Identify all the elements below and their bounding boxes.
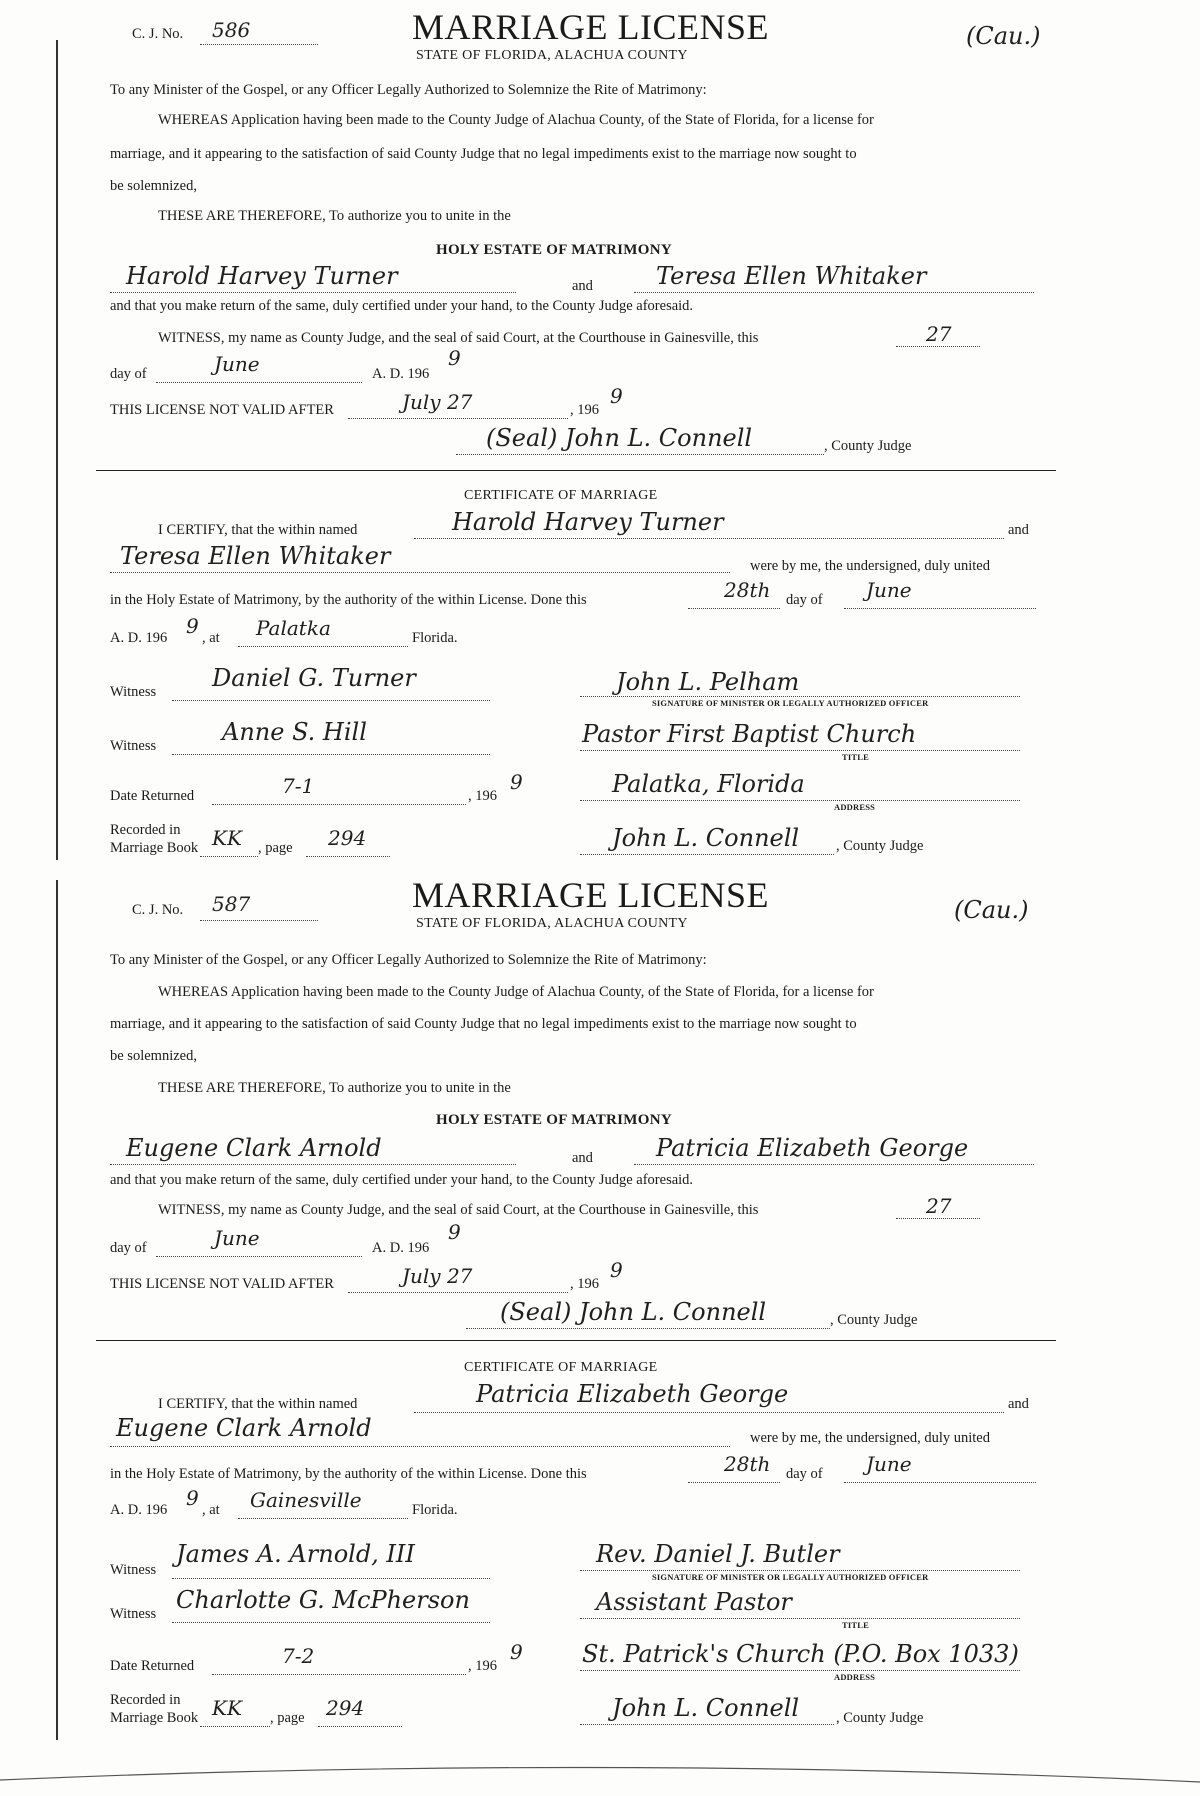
issue-month-line — [156, 1256, 362, 1257]
recorded-in-label: Recorded in — [110, 822, 181, 838]
judge-title: , County Judge — [830, 1312, 918, 1328]
certify-line: I CERTIFY, that the within named — [158, 1396, 358, 1412]
officer-caption: SIGNATURE OF MINISTER OR LEGALLY AUTHORIZED OFFICER — [652, 698, 929, 708]
done-day: 28th — [724, 578, 771, 602]
recorder-line — [580, 1724, 834, 1725]
officer-address: St. Patrick's Church (P.O. Box 1033) — [582, 1640, 1019, 1668]
cert-year-digit: 9 — [186, 614, 199, 638]
cj-label: C. J. No. — [132, 902, 184, 918]
cert-place: Palatka — [256, 616, 331, 640]
holy-estate-line: in the Holy Estate of Matrimony, by the authority of the within License. Done this — [110, 1466, 587, 1482]
issue-day: 27 — [926, 1194, 952, 1218]
officer-signature-line — [580, 696, 1020, 697]
officer-address-line — [580, 800, 1020, 801]
return-line: and that you make return of the same, duly certified under your hand, to the County Judge aforesaid. — [110, 1172, 694, 1188]
certify-name-2: Teresa Ellen Whitaker — [120, 542, 391, 570]
officer-title: Pastor First Baptist Church — [582, 720, 917, 748]
holy-estate-heading: HOLY ESTATE OF MATRIMONY — [436, 242, 672, 258]
cj-number-line — [200, 920, 318, 921]
not-valid-label: THIS LICENSE NOT VALID AFTER — [110, 402, 334, 418]
recorder-signature: John L. Connell — [612, 824, 800, 852]
recorder-title: , County Judge — [836, 838, 924, 854]
page-line — [306, 856, 390, 857]
returned-year-digit: 9 — [510, 770, 523, 794]
done-day-line — [688, 1482, 780, 1483]
witness-1: James A. Arnold, III — [176, 1540, 415, 1568]
date-returned-line — [212, 1674, 466, 1675]
day-of-label: day of — [110, 1240, 147, 1256]
witness-2-label: Witness — [110, 738, 157, 754]
title-caption: TITLE — [842, 752, 869, 762]
done-month: June — [866, 1452, 912, 1476]
certify-name-2-line — [110, 572, 730, 573]
and-word: and — [572, 278, 593, 294]
cert-place: Gainesville — [250, 1488, 362, 1512]
done-month-line — [844, 608, 1036, 609]
officer-address: Palatka, Florida — [612, 770, 805, 798]
whereas-line-3: be solemnized, — [110, 1048, 197, 1064]
therefore-line: THESE ARE THEREFORE, To authorize you to unite in the — [158, 1080, 511, 1096]
title-caption: TITLE — [842, 1620, 869, 1630]
license-subtitle: STATE OF FLORIDA, ALACHUA COUNTY — [416, 48, 688, 63]
witness-1-label: Witness — [110, 1562, 157, 1578]
witness-2: Anne S. Hill — [222, 718, 367, 746]
license-title: MARRIAGE LICENSE — [412, 7, 769, 47]
not-valid-year-prefix: , 196 — [570, 402, 599, 418]
witness-line: WITNESS, my name as County Judge, and the seal of said Court, at the Courthouse in Gainesville, this — [158, 1202, 759, 1218]
address-caption: ADDRESS — [834, 1672, 876, 1682]
done-month: June — [866, 578, 912, 602]
marriage-license-587 — [96, 866, 1056, 1796]
bride-line — [634, 292, 1034, 293]
marriage-license-586 — [96, 0, 1056, 866]
returned-year-prefix: , 196 — [468, 788, 497, 804]
not-valid-year-prefix: , 196 — [570, 1276, 599, 1292]
groom-line — [110, 292, 516, 293]
cj-label: C. J. No. — [132, 26, 184, 42]
united-line: were by me, the undersigned, duly united — [750, 1430, 990, 1446]
ad-label: A. D. 196 — [372, 1240, 430, 1256]
issue-day-line — [896, 346, 980, 347]
book-line — [200, 1726, 270, 1727]
officer-caption: SIGNATURE OF MINISTER OR LEGALLY AUTHORIZED OFFICER — [652, 1572, 929, 1582]
witness-1-label: Witness — [110, 684, 157, 700]
not-valid-line — [348, 1292, 568, 1293]
whereas-line-1: WHEREAS Application having been made to the County Judge of Alachua County, of the State of Florida, for a license for — [158, 984, 874, 1000]
cj-number: 587 — [212, 892, 251, 916]
issue-month: June — [214, 1226, 260, 1250]
certify-name-2-line — [110, 1446, 730, 1447]
certificate-heading: CERTIFICATE OF MARRIAGE — [464, 1360, 658, 1375]
certificate-heading: CERTIFICATE OF MARRIAGE — [464, 488, 658, 503]
groom-line — [110, 1164, 516, 1165]
issue-day-line — [896, 1218, 980, 1219]
corner-note: (Cau.) — [954, 896, 1029, 924]
issue-year-digit: 9 — [448, 346, 461, 370]
witness-2: Charlotte G. McPherson — [176, 1586, 470, 1614]
officer-signature: Rev. Daniel J. Butler — [596, 1540, 840, 1568]
return-line: and that you make return of the same, duly certified under your hand, to the County Judge aforesaid. — [110, 298, 694, 314]
witness-2-line — [172, 1622, 490, 1623]
cert-at: , at — [202, 630, 220, 646]
certify-name-1-line — [414, 538, 1004, 539]
cert-at: , at — [202, 1502, 220, 1518]
not-valid-label: THIS LICENSE NOT VALID AFTER — [110, 1276, 334, 1292]
recorded-in-label: Recorded in — [110, 1692, 181, 1708]
witness-1: Daniel G. Turner — [212, 664, 416, 692]
section-divider — [96, 470, 1056, 471]
cert-place-line — [238, 1518, 408, 1519]
marriage-book-label: Marriage Book — [110, 1710, 199, 1726]
returned-year-digit: 9 — [510, 1640, 523, 1664]
recorder-line — [580, 854, 834, 855]
cert-place-line — [238, 646, 408, 647]
day-of-label: day of — [110, 366, 147, 382]
holy-estate-line: in the Holy Estate of Matrimony, by the authority of the within License. Done this — [110, 592, 587, 608]
license-title: MARRIAGE LICENSE — [412, 875, 769, 915]
ad-label: A. D. 196 — [372, 366, 430, 382]
witness-1-line — [172, 1578, 490, 1579]
book-line — [200, 856, 258, 857]
officer-title-line — [580, 1618, 1020, 1619]
not-valid-date: July 27 — [402, 1264, 473, 1288]
and-word: and — [572, 1150, 593, 1166]
witness-2-line — [172, 754, 490, 755]
page-number: 294 — [326, 1696, 365, 1720]
certify-line: I CERTIFY, that the within named — [158, 522, 358, 538]
cert-ad: A. D. 196 — [110, 1502, 168, 1518]
united-line: were by me, the undersigned, duly united — [750, 558, 990, 574]
bride-name: Patricia Elizabeth George — [656, 1134, 969, 1162]
certify-name-1: Patricia Elizabeth George — [476, 1380, 789, 1408]
bride-name: Teresa Ellen Whitaker — [656, 262, 927, 290]
bride-line — [634, 1164, 1034, 1165]
judge-title: , County Judge — [824, 438, 912, 454]
certify-name-1: Harold Harvey Turner — [452, 508, 724, 536]
done-day-of: day of — [786, 1466, 823, 1482]
date-returned-line — [212, 804, 466, 805]
done-month-line — [844, 1482, 1036, 1483]
address-line: To any Minister of the Gospel, or any Officer Legally Authorized to Solemnize the Rite of Matrimony: — [110, 82, 707, 98]
officer-signature: John L. Pelham — [616, 668, 800, 696]
left-margin-rule — [56, 880, 58, 1740]
corner-note: (Cau.) — [966, 22, 1041, 50]
officer-title: Assistant Pastor — [596, 1588, 792, 1616]
book: KK — [212, 1696, 242, 1720]
issue-month: June — [214, 352, 260, 376]
whereas-line-1: WHEREAS Application having been made to the County Judge of Alachua County, of the State of Florida, for a license for — [158, 112, 874, 128]
witness-line: WITNESS, my name as County Judge, and the seal of said Court, at the Courthouse in Gainesville, this — [158, 330, 759, 346]
not-valid-date: July 27 — [402, 390, 473, 414]
page-label: , page — [270, 1710, 305, 1726]
judge-signature: (Seal) John L. Connell — [500, 1298, 767, 1326]
date-returned: 7-2 — [282, 1644, 315, 1668]
page-number: 294 — [328, 826, 367, 850]
not-valid-year-digit: 9 — [610, 1258, 623, 1282]
whereas-line-2: marriage, and it appearing to the satisfaction of said County Judge that no legal impediments exist to the marriage now sought to — [110, 1016, 857, 1032]
judge-signature-line — [466, 1328, 830, 1329]
cert-year-digit: 9 — [186, 1486, 199, 1510]
judge-signature: (Seal) John L. Connell — [486, 424, 753, 452]
marriage-book-label: Marriage Book — [110, 840, 199, 856]
officer-signature-line — [580, 1570, 1020, 1571]
issue-year-digit: 9 — [448, 1220, 461, 1244]
judge-signature-line — [456, 454, 824, 455]
book: KK — [212, 826, 242, 850]
witness-2-label: Witness — [110, 1606, 157, 1622]
left-margin-rule — [56, 40, 58, 860]
license-subtitle: STATE OF FLORIDA, ALACHUA COUNTY — [416, 916, 688, 931]
cj-number-line — [200, 44, 318, 45]
certify-and: and — [1008, 1396, 1029, 1412]
date-returned: 7-1 — [282, 774, 315, 798]
certify-and: and — [1008, 522, 1029, 538]
groom-name: Eugene Clark Arnold — [126, 1134, 382, 1162]
done-day-of: day of — [786, 592, 823, 608]
cert-florida: Florida. — [412, 1502, 458, 1518]
address-line: To any Minister of the Gospel, or any Officer Legally Authorized to Solemnize the Rite of Matrimony: — [110, 952, 707, 968]
not-valid-line — [348, 418, 568, 419]
returned-year-prefix: , 196 — [468, 1658, 497, 1674]
certify-name-1-line — [414, 1412, 1004, 1413]
holy-estate-heading: HOLY ESTATE OF MATRIMONY — [436, 1112, 672, 1128]
witness-1-line — [172, 700, 490, 701]
whereas-line-2: marriage, and it appearing to the satisfaction of said County Judge that no legal impediments exist to the marriage now sought to — [110, 146, 857, 162]
date-returned-label: Date Returned — [110, 788, 195, 804]
not-valid-year-digit: 9 — [610, 384, 623, 408]
groom-name: Harold Harvey Turner — [126, 262, 398, 290]
page-label: , page — [258, 840, 293, 856]
recorder-title: , County Judge — [836, 1710, 924, 1726]
recorder-signature: John L. Connell — [612, 1694, 800, 1722]
page-line — [318, 1726, 402, 1727]
section-divider — [96, 1340, 1056, 1341]
scan-edge-curve — [0, 1752, 1200, 1796]
address-caption: ADDRESS — [834, 802, 876, 812]
officer-title-line — [580, 750, 1020, 751]
cj-number: 586 — [212, 18, 251, 42]
done-day-line — [688, 608, 780, 609]
therefore-line: THESE ARE THEREFORE, To authorize you to unite in the — [158, 208, 511, 224]
certify-name-2: Eugene Clark Arnold — [116, 1414, 372, 1442]
cert-florida: Florida. — [412, 630, 458, 646]
whereas-line-3: be solemnized, — [110, 178, 197, 194]
issue-day: 27 — [926, 322, 952, 346]
cert-ad: A. D. 196 — [110, 630, 168, 646]
date-returned-label: Date Returned — [110, 1658, 195, 1674]
done-day: 28th — [724, 1452, 771, 1476]
issue-month-line — [156, 382, 362, 383]
officer-address-line — [580, 1670, 1020, 1671]
